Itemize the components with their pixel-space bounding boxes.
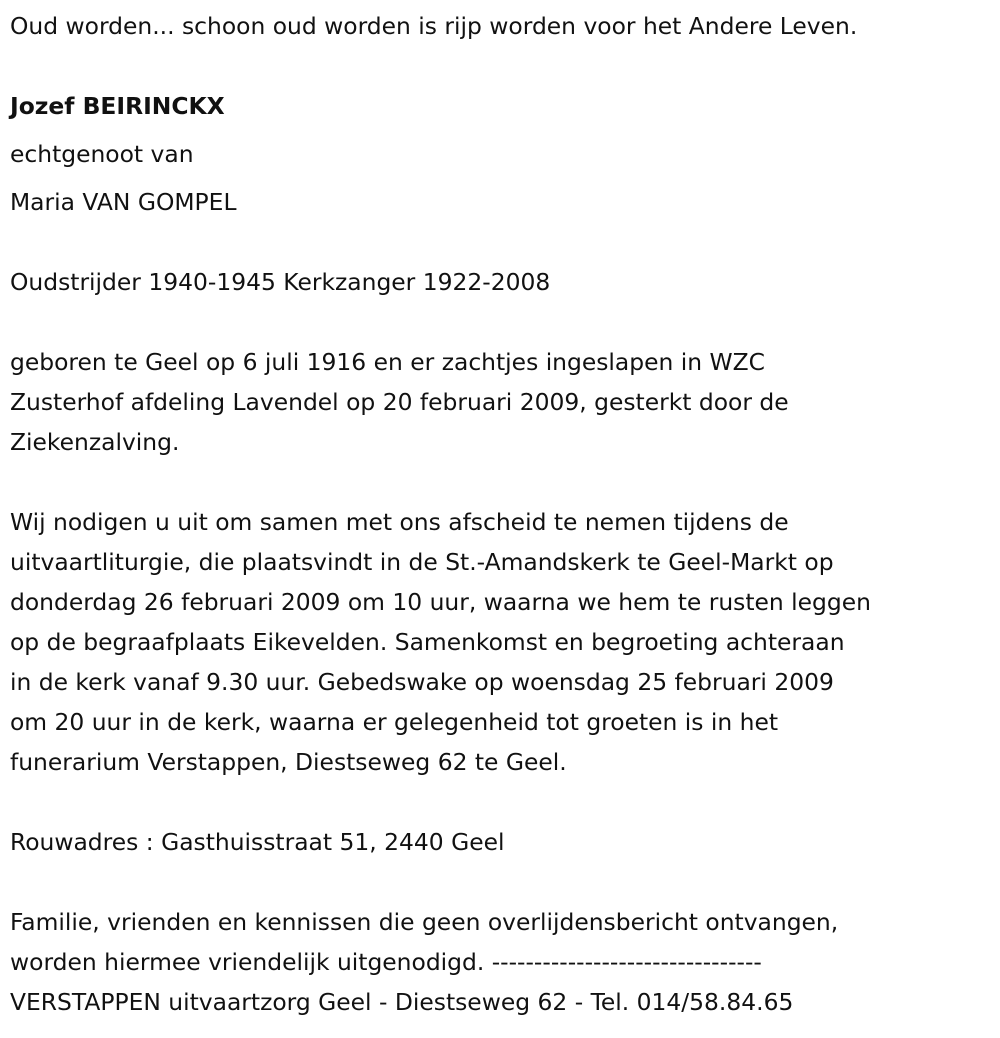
titles-line: Oudstrijder 1940-1945 Kerkzanger 1922-2008	[10, 268, 551, 296]
birth-death-line: Zusterhof afdeling Lavendel op 20 februari 2009, gesterkt door de	[10, 388, 789, 416]
funeral-line: donderdag 26 februari 2009 om 10 uur, waarna we hem te rusten leggen	[10, 588, 871, 616]
funeral-line: Wij nodigen u uit om samen met ons afscheid te nemen tijdens de	[10, 508, 789, 536]
deceased-name: Jozef BEIRINCKX	[10, 92, 225, 120]
spouse-name: Maria VAN GOMPEL	[10, 188, 237, 216]
closing-line: worden hiermee vriendelijk uitgenodigd. --------------------------------	[10, 948, 762, 976]
mourning-address: Rouwadres : Gasthuisstraat 51, 2440 Geel	[10, 828, 505, 856]
funeral-home-line: VERSTAPPEN uitvaartzorg Geel - Diestseweg 62 - Tel. 014/58.84.65	[10, 988, 794, 1016]
relation-text: echtgenoot van	[10, 140, 194, 168]
birth-death-line: Ziekenzalving.	[10, 428, 180, 456]
funeral-line: in de kerk vanaf 9.30 uur. Gebedswake op woensdag 25 februari 2009	[10, 668, 834, 696]
funeral-line: op de begraafplaats Eikevelden. Samenkomst en begroeting achteraan	[10, 628, 845, 656]
closing-line: Familie, vrienden en kennissen die geen overlijdensbericht ontvangen,	[10, 908, 839, 936]
funeral-line: funerarium Verstappen, Diestseweg 62 te Geel.	[10, 748, 567, 776]
funeral-line: uitvaartliturgie, die plaatsvindt in de St.-Amandskerk te Geel-Markt op	[10, 548, 834, 576]
birth-death-line: geboren te Geel op 6 juli 1916 en er zachtjes ingeslapen in WZC	[10, 348, 766, 376]
intro-quote: Oud worden... schoon oud worden is rijp worden voor het Andere Leven.	[10, 12, 858, 40]
funeral-line: om 20 uur in de kerk, waarna er gelegenheid tot groeten is in het	[10, 708, 779, 736]
